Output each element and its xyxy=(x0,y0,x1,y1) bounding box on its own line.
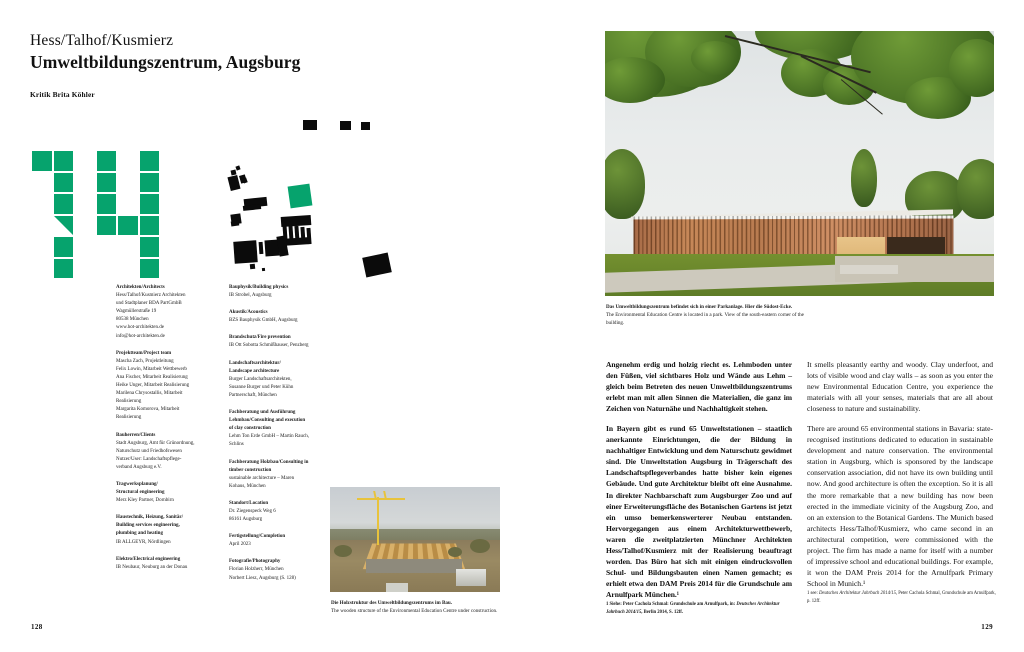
credits-line: Ana Fischer, Mitarbeit Realisierung xyxy=(116,374,188,380)
credits-line: Norbert Liesz, Augsburg (S. 128) xyxy=(229,575,296,581)
caption-en: The Environmental Education Centre is located in a park. View of the south-eastern corner of the building. xyxy=(606,312,804,327)
collage-shape xyxy=(259,242,264,254)
collage-shape xyxy=(264,240,279,257)
credits-heading: Architekten/Architects xyxy=(116,285,165,290)
credits-group xyxy=(229,284,333,300)
body-paragraph: It smells pleasantly earthy and woody. Clay underfoot, and lots of visible wood and clay walls – as soon as you enter the new Environmental Education Centre, you experience the materials with all your senses, materials that are all about closeness to nature and sustainability. xyxy=(807,360,993,414)
credits-line: IB Strobel, Augsburg xyxy=(229,293,272,299)
credits-line: info@hot-architekten.de xyxy=(116,333,165,339)
footnote-marker: 1 xyxy=(606,602,610,607)
credits-group xyxy=(116,556,220,572)
credits-group xyxy=(229,360,333,400)
credits-heading: Bauherren/Clients xyxy=(116,432,156,438)
collage-shape xyxy=(231,220,240,226)
credits-line: Merz Kley Partner, Dornbirn xyxy=(116,498,174,504)
architect-kicker: Hess/Talhof/Kusmierz xyxy=(30,32,174,49)
credits-line: Schlins xyxy=(229,442,244,448)
credits-line: sustainable architecture – Maren xyxy=(229,475,295,481)
credits-group xyxy=(229,500,333,524)
collage-shape xyxy=(340,121,351,130)
numeral-cell xyxy=(54,173,74,193)
collage-shape xyxy=(306,228,311,244)
numeral-cell xyxy=(140,259,160,279)
collage-shape-green xyxy=(288,184,313,209)
numeral-cell xyxy=(54,151,74,171)
collage-shape xyxy=(230,213,241,224)
credits-line: Heike Unger, Mitarbeit Realisierung xyxy=(116,383,190,389)
folio-right: 129 xyxy=(981,623,993,631)
credits-heading: Fachberatung und Ausführung xyxy=(229,410,296,416)
credits-line: April 2023 xyxy=(229,542,251,548)
numeral-cell xyxy=(97,194,117,214)
numeral-cell xyxy=(140,173,160,193)
footnote-text-after: , Berlin 2014, S. 12ff. xyxy=(641,609,683,615)
credits-heading: Brandschutz/Fire prevention xyxy=(229,335,291,341)
credits-heading: Bauphysik/Building physics xyxy=(229,285,289,290)
body-text-german xyxy=(606,359,792,609)
numeral-cell xyxy=(140,194,160,214)
collage-shape xyxy=(235,165,240,170)
numeral-cell xyxy=(54,237,74,257)
credits-group xyxy=(229,309,333,325)
credits-line: 80538 München xyxy=(116,317,149,323)
collage-shape xyxy=(250,264,255,269)
credits-line: BZS Bauphysik GmbH, Augsburg xyxy=(229,318,298,324)
collage-shape xyxy=(361,122,370,130)
credits-heading: Haustechnik, Heizung, Sanitär/ xyxy=(116,515,183,521)
credits-heading: of clay construction xyxy=(229,426,271,432)
credits-line: Partnerschaft, München xyxy=(229,392,277,398)
collage-shape xyxy=(276,235,288,256)
credits-line: Mascha Zach, Projektleitung xyxy=(116,358,174,364)
credits-line: Stadt Augsburg, Amt für Grünordnung, xyxy=(116,440,195,446)
credits-line: Marilena Chrysostallis, Mitarbeit xyxy=(116,391,183,397)
credits-column-1 xyxy=(116,284,220,581)
construction-photo-caption xyxy=(331,599,511,615)
credits-heading: Tragwerksplanung/ xyxy=(116,481,158,487)
credits-group xyxy=(229,409,333,449)
hero-photo-caption xyxy=(606,303,806,327)
credits-heading: Fertigstellung/Completion xyxy=(229,534,286,540)
credits-line: Wagmüllerstraße 19 xyxy=(116,309,157,315)
credits-line: Margarita Komorova, Mitarbeit xyxy=(116,407,180,413)
credits-line: 86161 Augsburg xyxy=(229,517,263,523)
credits-heading: Fotografie/Photography xyxy=(229,559,281,565)
numeral-cell xyxy=(54,194,74,214)
credits-group xyxy=(116,284,220,341)
footnote-title: Deutsches Architektur Jahrbuch 2014/15 xyxy=(818,591,896,596)
credits-group xyxy=(116,481,220,505)
credits-heading: timber construction xyxy=(229,467,272,473)
credits-line: IB Ott Sobotta Schmißhauser, Penzberg xyxy=(229,343,309,349)
credits-line: Lehm Ton Erde GmbH – Martin Rauch, xyxy=(229,434,309,440)
credits-line: Kohaus, München xyxy=(229,483,266,489)
footnote-text-before: Siehe: Peter Cachola Schmal: Grundschule am Arnulfpark, in: xyxy=(609,602,737,607)
credits-line: Florian Holzherr, München xyxy=(229,567,284,573)
credits-group xyxy=(116,432,220,472)
construction-photo xyxy=(330,487,500,592)
credits-line: Felix Lowin, Mitarbeit Wettbewerb xyxy=(116,366,187,372)
credits-group xyxy=(116,514,220,546)
page-title: Umweltbildungszentrum, Augsburg xyxy=(30,52,301,72)
footnote-text-before: see: xyxy=(810,591,819,596)
credits-line: Realisierung xyxy=(116,415,142,421)
credits-heading: Landschaftsarchitektur/ xyxy=(229,360,281,366)
collage-shape xyxy=(239,174,247,183)
collage-shape xyxy=(288,225,293,242)
numeral-cell xyxy=(118,216,138,236)
footnote-english xyxy=(807,590,997,605)
footnote-text-after: , Peter Cachola Schmal, Grundschule am Arnulfpark, p. 12ff. xyxy=(807,591,996,604)
numeral-cell xyxy=(140,151,160,171)
body-text-english xyxy=(807,359,993,598)
credits-line: Hess/Talhof/Kusmierz Architekten xyxy=(116,293,186,299)
credits-heading: Lehmbau/Consulting and execution xyxy=(229,418,306,424)
credits-column-2 xyxy=(229,284,333,592)
credits-heading: Elektro/Electrical engineering xyxy=(116,556,181,562)
collage-shape xyxy=(227,175,240,191)
numeral-cell xyxy=(97,173,117,193)
footnote-german xyxy=(606,601,796,616)
credits-group xyxy=(229,334,333,350)
collage-shape xyxy=(244,197,268,208)
credits-heading: Projektteam/Project team xyxy=(116,350,172,356)
collage-shape xyxy=(233,240,257,264)
numeral-cell xyxy=(97,151,117,171)
credits-line: www.hot-architekten.de xyxy=(116,325,164,331)
credits-group xyxy=(116,350,220,423)
credits-heading: Akustik/Acoustics xyxy=(229,310,268,316)
credits-heading: Fachberatung Holzbau/Consulting in xyxy=(229,459,309,465)
caption-de: Die Holzstruktur des Umweltbildungszentrums im Bau. xyxy=(331,600,453,606)
hero-photo xyxy=(605,31,994,296)
collage-shape xyxy=(282,224,287,241)
collage-shape xyxy=(231,170,237,176)
footnote-marker: 1 xyxy=(807,591,811,596)
numeral-cell xyxy=(140,237,160,257)
credits-line: IB Neubaur, Neuburg an der Donau xyxy=(116,564,188,570)
credits-line: und Stadtplaner BDA PartGmbB xyxy=(116,301,182,307)
body-paragraph: Angenehm erdig und holzig riecht es. Lehmboden unter den Füßen, viel sichtbares Holz und Wände aus Lehm – gleich beim Betreten des neuen Umweltbildungszentrums erlebt man mit allen Sinnen die Materialien, die ganz im Zeichen von Naturnähe und Nachhaltigkeit stehen. xyxy=(606,360,792,414)
credits-heading: Building services engineering, xyxy=(116,523,180,529)
credits-line: IB ALLGEYR, Nördlingen xyxy=(116,539,171,545)
credits-group xyxy=(229,459,333,491)
credits-heading: Structural engineering xyxy=(116,490,165,496)
numeral-cell xyxy=(54,259,74,279)
collage-shape xyxy=(294,226,299,243)
collage-shape xyxy=(303,120,317,130)
collage-shape xyxy=(242,177,247,183)
credits-line: verband Augsburg e.V. xyxy=(116,464,162,470)
body-paragraph: In Bayern gibt es rund 65 Umweltstationen – staatlich anerkannte Einrichtungen, die der Bildung in nachhaltiger Entwicklung und dem Naturschutz gewidmet sind. Die Umweltstation Augsburg in Trägerschaft des Landschaftspflegeverbandes hatte bisher kein eigenes Gebäude. Und gute Architektur bleibt oft eine Ausnahme. In direkter Nachbarschaft zum Augsburger Zoo und auf einer Erweiterungsfläche des Botanischen Gartens ist jetzt ein umso bemerkenswerterer Neubau entstanden. Hervorgegangen aus einem Architekturwettbewerb, waren die zweitplatzierten Münchner Architekten Hess/Talhof/Kusmierz mit der Realisierung beauftragt worden. Das Büro hat sich mit einigen eindrucksvollen Schul- und Bildungsbauten einen Namen gemacht; es erhielt etwa den DAM Preis 2014 für die Grundschule am Arnulfpark München.¹ xyxy=(606,424,792,599)
caption-de: Das Umweltbildungszentrum befindet sich in einer Parkanlage. Hier die Südost-Ecke. xyxy=(606,304,793,310)
collage-shape xyxy=(262,268,265,271)
caption-en: The wooden structure of the Environmental Education Centre under construction. xyxy=(331,608,498,615)
credits-group xyxy=(229,558,333,582)
credits-line: Realisierung xyxy=(116,399,142,405)
collage-shape xyxy=(300,227,305,244)
collage-shape xyxy=(362,253,392,278)
credits-line: Naturschutz und Friedhofswesen xyxy=(116,448,182,454)
folio-left: 128 xyxy=(31,623,43,631)
footnote-title: Deutsches Architektur Jahrbuch 2014/15 xyxy=(606,602,780,615)
numeral-cell xyxy=(140,216,160,236)
credits-heading: Landscape architecture xyxy=(229,368,280,374)
collage-shape xyxy=(243,204,261,211)
credits-group xyxy=(229,533,333,549)
credits-line: Burger Landschaftsarchitekten, xyxy=(229,376,292,382)
body-paragraph: There are around 65 environmental stations in Bavaria: state-recognised institutions dedicated to education in sustainable development and nature conservation. The environmental station in Augsburg, which is sponsored by the landscape conservation association, did not have its own building until now. And good architecture is often the exception. So it is all the more remarkable that a new building has now been erected in the immediate vicinity of the Augsburg Zoo, and on an extension to the Botanical Gardens. The Munich based architects Hess/Talhof/Kusmierz, who came second in an architectural competition, were commissioned with the project. The firm has made a name for itself with a number of impressive school and educational buildings. For example, it won the DAM Preis 2014 for the Arnulfpark Primary School in Munich.¹ xyxy=(807,424,993,588)
credits-line: Nutzer/User: Landschaftspflege- xyxy=(116,456,182,462)
numeral-cell xyxy=(32,151,52,171)
credits-line: Dr. Ziegenspeck Weg 6 xyxy=(229,508,276,514)
chapter-number-14 xyxy=(32,151,156,296)
collage-shape xyxy=(281,237,311,246)
collage-shape xyxy=(281,215,312,227)
credits-heading: Standort/Location xyxy=(229,500,269,506)
numeral-cell xyxy=(97,216,117,236)
credits-line: Susanne Burger und Peter Kühn xyxy=(229,384,294,390)
byline: Kritik Brita Köhler xyxy=(30,90,95,99)
credits-heading: plumbing and heating xyxy=(116,531,163,537)
